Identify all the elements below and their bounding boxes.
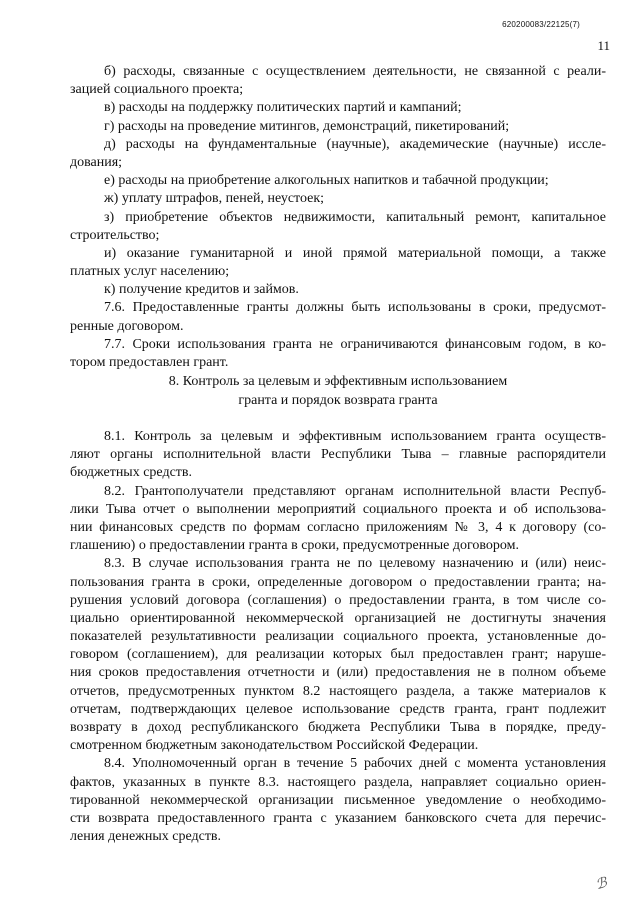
paragraph-line: бюджетных средств. xyxy=(70,465,193,481)
paragraph-line: к) получение кредитов и займов. xyxy=(104,282,299,298)
paragraph-line: фактов, указанных в пункте 8.3. настоящего раздела, направляет социально ориен- xyxy=(70,774,606,790)
section-heading-line: 8. Контроль за целевым и эффективным использованием xyxy=(168,374,508,389)
paragraph-line: ренные договором. xyxy=(70,318,184,334)
paragraph-line: е) расходы на приобретение алкогольных напитков и табачной продукции; xyxy=(104,173,549,189)
paragraph-line: 8.4. Уполномоченный орган в течение 5 рабочих дней с момента установления xyxy=(104,756,606,772)
paragraph-line: 8.3. В случае использования гранта не по целевому назначению и (или) неис- xyxy=(104,556,606,572)
paragraph-line: ляют органы исполнительной власти Республики Тыва – главные распорядители xyxy=(70,447,606,463)
paragraph-line: сти возврата предоставленного гранта с указанием банковского счета для перечис- xyxy=(70,810,606,826)
paragraph-line: ж) уплату штрафов, пеней, неустоек; xyxy=(104,191,325,207)
paragraph-line: платных услуг населению; xyxy=(70,264,230,280)
page-number: 11 xyxy=(597,38,610,53)
paragraph-line: дования; xyxy=(70,154,123,170)
paragraph-line: возврату в доход республиканского бюджета Республики Тыва в порядке, преду- xyxy=(70,720,606,735)
paragraph-line: в) расходы на поддержку политических партий и кампаний; xyxy=(104,100,462,116)
paragraph-line: тированной некоммерческой организации письменное уведомление о необходимо- xyxy=(70,792,606,808)
paragraph-line: глашению) о предоставлении гранта в сроки, предусмотренные договором. xyxy=(70,538,519,554)
paragraph-line: рушения условий договора (соглашения) о предоставлении гранта, в том числе со- xyxy=(70,592,606,608)
bottom-paragraphs xyxy=(70,428,606,846)
paragraph-line: лики Тыва отчет о выполнении мероприятий социального проекта и об использова- xyxy=(70,501,606,517)
paragraph-line: циально ориентированной некоммерческой организацией не достигнуты значения xyxy=(70,610,606,626)
paragraph-line: 8.1. Контроль за целевым и эффективным использованием гранта осуществ- xyxy=(104,429,606,444)
paragraph-line: показателей результативности реализации социального проекта, установленные до- xyxy=(70,629,606,645)
top-paragraphs xyxy=(70,63,606,372)
document-code: 620200083/22125(7) xyxy=(502,20,580,29)
paragraph-line: смотренном бюджетным законодательством Российской Федерации. xyxy=(70,738,479,754)
section-heading-line: гранта и порядок возврата гранта xyxy=(238,392,438,408)
paragraph-line: зацией социального проекта; xyxy=(70,82,244,98)
paragraph-line: з) приобретение объектов недвижимости, капитальный ремонт, капитальное xyxy=(104,209,606,225)
paragraph-line: говором (соглашением), для реализации которых был предоставлен грант; наруше- xyxy=(70,647,606,663)
paragraph-line: 8.2. Грантополучатели представляют органам исполнительной власти Респуб- xyxy=(104,483,606,499)
paragraph-line: и) оказание гуманитарной и иной прямой материальной помощи, а также xyxy=(104,245,606,261)
paragraph-line: тором предоставлен грант. xyxy=(70,355,229,370)
paragraph-line: ления денежных средств. xyxy=(70,829,222,845)
paragraph-line: отчетов, предусмотренных пунктом 8.2 настоящего раздела, а также материалов к xyxy=(70,683,606,699)
paragraph-line: 7.6. Предоставленные гранты должны быть использованы в сроки, предусмот- xyxy=(104,300,606,316)
handwritten-mark: ℬ xyxy=(594,875,609,894)
paragraph-line: б) расходы, связанные с осуществлением деятельности, не связанной с реали- xyxy=(104,64,606,79)
paragraph-line: строительство; xyxy=(70,227,160,243)
paragraph-line: г) расходы на проведение митингов, демонстраций, пикетирований; xyxy=(104,118,510,134)
paragraph-line: д) расходы на фундаментальные (научные), академические (научные) иссле- xyxy=(104,136,606,152)
paragraph-line: 7.7. Сроки использования гранта не ограничиваются финансовым годом, в ко- xyxy=(104,336,606,352)
paragraph-line: пользования гранта в сроки, определенные договором о предоставлении гранта; на- xyxy=(70,574,606,590)
paragraph-line: отчетам, подтверждающих целевое использование средств гранта, грант подлежит xyxy=(70,701,606,717)
section-heading xyxy=(70,373,606,410)
paragraph-line: ния сроков предоставления отчетности и (или) предоставления не в полном объеме xyxy=(70,665,606,681)
paragraph-line: нии финансовых средств по формам согласно приложениям № 3, 4 к договору (со- xyxy=(70,519,606,535)
